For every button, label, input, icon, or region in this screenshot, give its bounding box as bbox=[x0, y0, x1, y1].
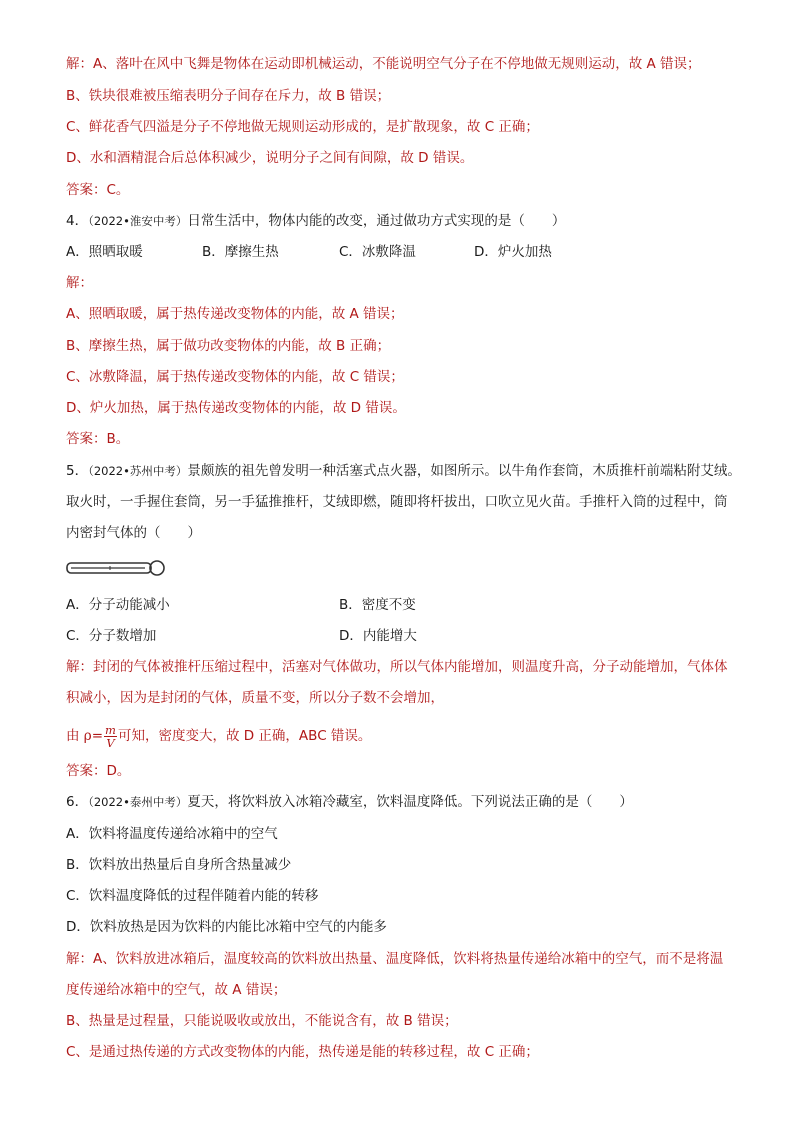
q4-question bbox=[66, 211, 565, 231]
q6-option-c: C．饮料温度降低的过程伴随着内能的转移 bbox=[66, 888, 319, 904]
q5-option-d: D．内能增大 bbox=[339, 628, 417, 644]
formula-prefix: 由 bbox=[66, 728, 80, 744]
q3-answer: 答案：C。 bbox=[66, 182, 130, 198]
q6-source: （2022•泰州中考） bbox=[88, 795, 188, 809]
q5-solution-line-2: 积减小，因为是封闭的气体，质量不变，所以分子数不会增加， bbox=[66, 690, 444, 706]
q5-option-a: A．分子动能减小 bbox=[66, 597, 170, 613]
igniter-handle bbox=[150, 561, 164, 575]
q4-solution-b: B、摩擦生热，属于做功改变物体的内能，故 B 正确； bbox=[66, 338, 391, 354]
q4-stem: 日常生活中，物体内能的改变，通过做功方式实现的是（ ） bbox=[187, 213, 566, 229]
q4-number: 4． bbox=[66, 213, 89, 229]
q4-solution-d: D、炉火加热，属于热传递改变物体的内能，故 D 错误。 bbox=[66, 400, 406, 416]
q6-number: 6． bbox=[66, 794, 89, 810]
q5-option-c: C．分子数增加 bbox=[66, 628, 157, 644]
q5-stem-1: 景颇族的祖先曾发明一种活塞式点火器，如图所示。以牛角作套筒，木质推杆前端粘附艾绒。 bbox=[187, 463, 741, 479]
q5-solution-line-1: 解：封闭的气体被推杆压缩过程中，活塞对气体做功，所以气体内能增加，则温度升高，分子动能增加，气体体 bbox=[66, 659, 728, 675]
q6-solution-line-1: 解：A、饮料放进冰箱后，温度较高的饮料放出热量、温度降低，饮料将热量传递给冰箱中的空气，而不是将温 bbox=[66, 951, 724, 967]
piston-igniter-figure bbox=[66, 556, 166, 580]
q6-option-b: B．饮料放出热量后自身所含热量减少 bbox=[66, 857, 292, 873]
q3-solution-b: B、铁块很难被压缩表明分子间存在斥力，故 B 错误； bbox=[66, 88, 391, 104]
q3-solution-a: 解：A、落叶在风中飞舞是物体在运动即机械运动，不能说明空气分子在不停地做无规则运动，故 A 错误； bbox=[66, 56, 701, 72]
q4-source: （2022•淮安中考） bbox=[88, 214, 188, 228]
q4-option-d: D．炉火加热 bbox=[474, 244, 552, 260]
q4-option-c: C．冰敷降温 bbox=[339, 244, 416, 260]
q4-option-b: B．摩擦生热 bbox=[202, 244, 279, 260]
q6-solution-line-4: C、是通过热传递的方式改变物体的内能，热传递是能的转移过程，故 C 正确； bbox=[66, 1044, 539, 1060]
q5-solution-formula-line bbox=[66, 722, 371, 750]
fraction-numerator: m bbox=[105, 722, 116, 737]
q6-solution-line-2: 度传递给冰箱中的空气，故 A 错误； bbox=[66, 982, 287, 998]
density-symbol: ρ bbox=[83, 728, 92, 744]
q5-option-b: B．密度不变 bbox=[339, 597, 416, 613]
q6-solution-line-3: B、热量是过程量，只能说吸收或放出，不能说含有，故 B 错误； bbox=[66, 1013, 458, 1029]
equals-sign: = bbox=[91, 728, 104, 744]
q5-answer: 答案：D。 bbox=[66, 763, 131, 779]
q4-answer: 答案：B。 bbox=[66, 431, 130, 447]
q4-solution-c: C、冰敷降温，属于热传递改变物体的内能，故 C 错误； bbox=[66, 369, 404, 385]
q4-solution-label: 解： bbox=[66, 275, 93, 291]
q5-question-line-1 bbox=[66, 461, 741, 481]
q4-option-a: A．照晒取暖 bbox=[66, 244, 143, 260]
q6-option-d: D．饮料放热是因为饮料的内能比冰箱中空气的内能多 bbox=[66, 919, 387, 935]
q6-option-a: A．饮料将温度传递给冰箱中的空气 bbox=[66, 826, 278, 842]
q5-question-line-2: 取火时，一手握住套筒，另一手猛推推杆，艾绒即燃，随即将杆拔出，口吹立见火苗。手推杆入筒的过程中，筒 bbox=[66, 494, 728, 510]
q5-question-line-3: 内密封气体的（ ） bbox=[66, 525, 201, 541]
fraction-denominator: V bbox=[106, 735, 115, 750]
q3-solution-c: C、鲜花香气四溢是分子不停地做无规则运动形成的，是扩散现象，故 C 正确； bbox=[66, 119, 539, 135]
q6-question bbox=[66, 792, 633, 812]
density-fraction bbox=[104, 724, 117, 749]
q4-solution-a: A、照晒取暖，属于热传递改变物体的内能，故 A 错误； bbox=[66, 306, 404, 322]
formula-suffix: 可知，密度变大，故 D 正确，ABC 错误。 bbox=[117, 728, 372, 744]
q5-number: 5． bbox=[66, 463, 89, 479]
q3-solution-d: D、水和酒精混合后总体积减少，说明分子之间有间隙，故 D 错误。 bbox=[66, 150, 474, 166]
q5-source: （2022•苏州中考） bbox=[88, 464, 188, 478]
q6-stem: 夏天，将饮料放入冰箱冷藏室，饮料温度降低。下列说法正确的是（ ） bbox=[187, 794, 633, 810]
